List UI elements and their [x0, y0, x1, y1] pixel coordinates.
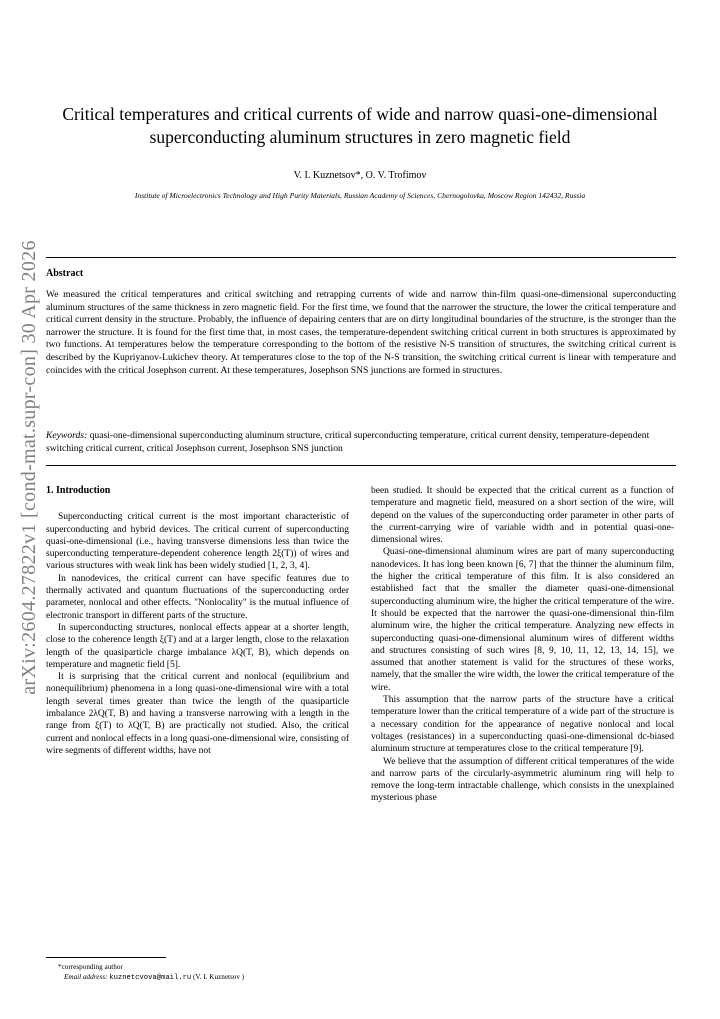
title-line-1: Critical temperatures and critical currents of wide and narrow quasi-one-dimensional: [62, 104, 658, 124]
paragraph: We believe that the assumption of different critical temperatures of the wide and narrow parts of the circularly-asymmetric aluminum ring will help to remove the long-term intractable challenge, which consists in the unexplained mysterious phase: [371, 756, 674, 804]
abstract-bottom-rule: [46, 465, 676, 466]
paragraph: been studied. It should be expected that the critical current as a function of temperature and magnetic field, measured on a short section of the wire, will depend on the values of the superconducting order parameter in other parts of the current-carrying wire of variable width and in potential quasi-one-dimensional wires.: [371, 486, 674, 546]
footnote-corresponding: *corresponding author: [58, 963, 123, 971]
email-owner: (V. I. Kuznetsov ): [193, 973, 245, 981]
paragraph: This assumption that the narrow parts of the structure have a critical temperature lower than the critical temperature of a wide part of the structure is a necessary condition for the appearance of negative nonlocal and local voltages (resistances) in a superconducting quasi-one-dimensional dc-biased aluminum structure at temperatures close to the critical temperature [9].: [371, 695, 674, 755]
abstract-heading: Abstract: [46, 268, 84, 279]
keywords-text: quasi-one-dimensional superconducting aluminum structure, critical superconducting temperature, critical current density, temperature-dependent switching critical current, critical Josephson current, Josephson SNS junction: [46, 430, 650, 454]
paragraph: In superconducting structures, nonlocal effects appear at a shorter length, close to the coherence length ξ(T) and at a larger length, close to the relaxation length of the quasiparticle charge imbalance λQ(T, B), which depends on temperature and magnetic field [5].: [46, 622, 349, 670]
email-label: Email address:: [64, 973, 108, 981]
paragraph: In nanodevices, the critical current can have specific features due to thermally activated and quantum fluctuations of the superconducting order parameter, nonlocal and other effects. "Nonlocality" is the mutual influence of electronic transport in different parts of the structure.: [46, 573, 349, 621]
abstract-top-rule: [46, 257, 676, 258]
paragraph: It is surprising that the critical current and nonlocal (equilibrium and nonequilibrium) phenomena in a long quasi-one-dimensional wire with a total length several times greater than twice the length of the quasiparticle imbalance 2λQ(T, B) and having a transverse narrowing with a length in the range from ξ(T) to λQ(T, B) are practically not studied. Also, the critical current and nonlocal effects in a long quasi-one-dimensional wire, consisting of wire segments of different widths, have not: [46, 672, 349, 756]
paragraph: Superconducting critical current is the most important characteristic of superconducting and hybrid devices. The critical current of superconducting quasi-one-dimensional (i.e., having transverse dimensions less than twice the superconducting temperature-dependent coherence length 2ξ(T)) of wires and various structures with weak link has been widely studied [1, 2, 3, 4].: [46, 512, 349, 572]
email-address[interactable]: kuznetcvova@mail.ru: [109, 974, 192, 982]
title-line-2: superconducting aluminum structures in zero magnetic field: [149, 127, 571, 147]
affiliation: Institute of Microelectronics Technology and High Purity Materials, Russian Academy of Sciences, Chernogolovka, Moscow Region 142432, Russia: [134, 191, 586, 200]
left-column: [46, 485, 349, 757]
abstract-text: We measured the critical temperatures and critical switching and retrapping currents of wide and narrow thin-film quasi-one-dimensional superconducting aluminum structures of the same thickness in zero magnetic field. For the first time, we found that the narrower the structure, the lower the critical temperature and critical current density in the structure. Probably, the influence of depairing centers that are on dirty longitudinal boundaries of the structure, is the stronger than the narrower the structure. It is found for the first time that, in most cases, the temperature-dependent switching critical current in both structures is approximated by two functions. At temperatures below the temperature corresponding to the bottom of the resistive N-S transition of structures, the switching critical current is described by the Kupriyanov-Lukichev theory. At temperatures close to the top of the N-S transition, the switching critical current is linear with temperature and coincides with the critical Josephson current. At these temperatures, Josephson SNS junctions are formed in structures.: [46, 289, 676, 376]
keywords: [46, 430, 676, 455]
arxiv-stamp: arXiv:2604.27822v1 [cond-mat.supr-con] 30 Apr 2026: [18, 240, 40, 695]
authors: V. I. Kuznetsov*, O. V. Trofimov: [293, 170, 427, 181]
paper-title: [40, 103, 680, 149]
footnote-email-line: [46, 972, 356, 983]
paragraph: Quasi-one-dimensional aluminum wires are part of many superconducting nanodevices. It has long been known [6, 7] that the thinner the aluminum film, the higher the critical temperature of this film. It is also considered an established fact that the smaller the diameter quasi-one-dimensional superconducting aluminum wire, the higher the critical temperature of the wire. It should be expected that the narrower the quasi-one-dimensional thin-film aluminum wire, the higher the critical temperature. Analyzing new effects in superconducting quasi-one-dimensional aluminum wires of different widths and structures consisting of such wires [8, 9, 10, 11, 12, 13, 14, 15], we assumed that another statement is valid for the structures of these works, namely, that the smaller the wire width, the lower the critical temperature of the wire.: [371, 547, 675, 693]
footnote: [46, 962, 356, 983]
right-column: [371, 485, 674, 805]
section-heading: 1. Introduction: [46, 485, 111, 496]
footnote-rule: [46, 957, 166, 958]
keywords-label: Keywords:: [46, 430, 88, 441]
